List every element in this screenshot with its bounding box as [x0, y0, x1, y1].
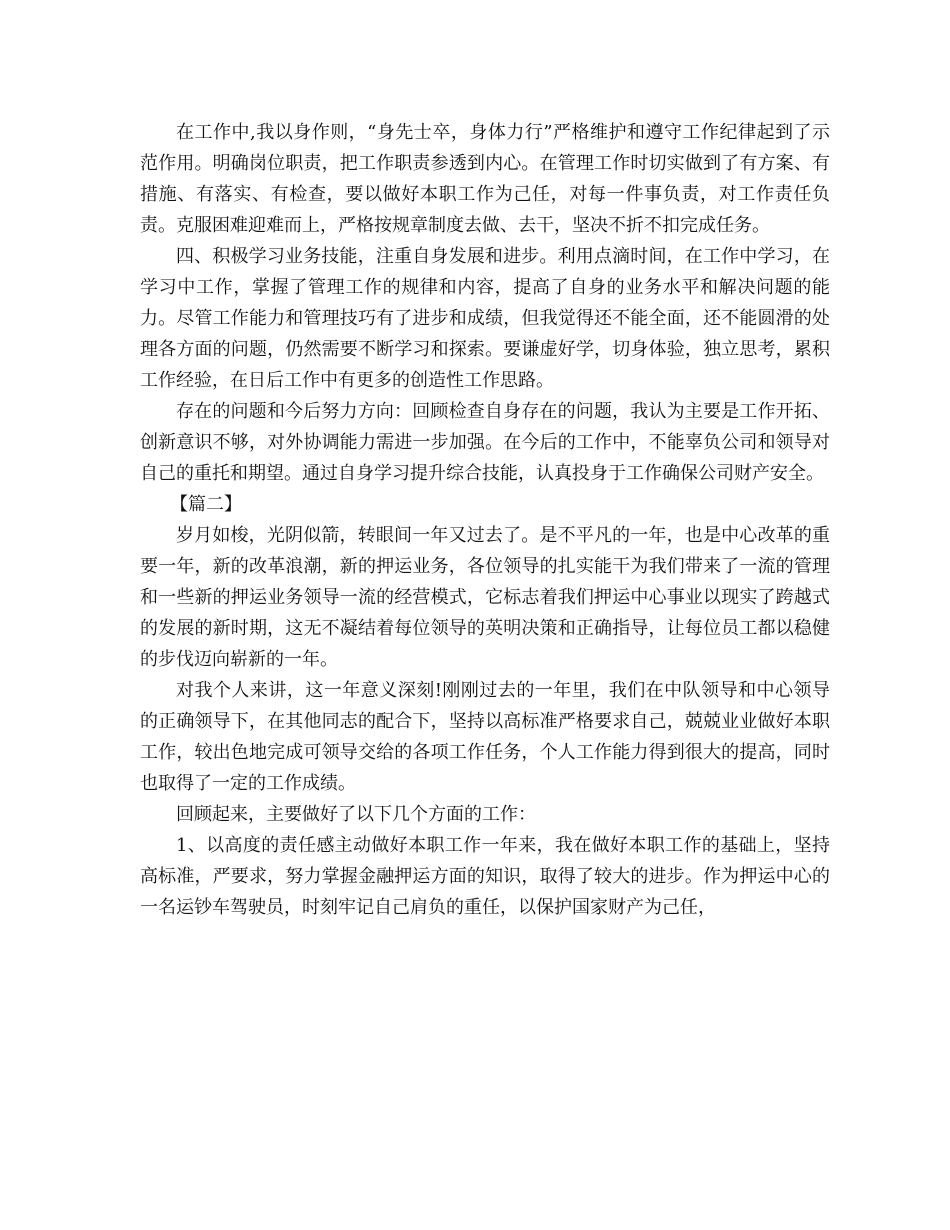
paragraph-summary-intro: 回顾起来，主要做好了以下几个方面的工作：	[176, 804, 536, 825]
paragraph-point-1: 1、以高度的责任感主动做好本职工作一年来，我在做好本职工作的基础上，坚持高标准，严要求，努力掌握金融押运方面的知识，取得了较大的进步。作为押运中心的一名运钞车驾驶员，时刻牢记自己肩负的重任，以保护国家财产为己任，	[140, 835, 830, 918]
paragraph-learning: 四、积极学习业务技能，注重自身发展和进步。利用点滴时间，在工作中学习，在学习中工作，掌握了管理工作的规律和内容，提高了自身的业务水平和解决问题的能力。尽管工作能力和管理技巧有了进步和成绩，但我觉得还不能全面，还不能圆滑的处理各方面的问题，仍然需要不断学习和探索。要谦虚好学，切身体验，独立思考，累积工作经验，在日后工作中有更多的创造性工作思路。	[140, 246, 830, 391]
section-heading: 【篇二】	[170, 494, 242, 515]
paragraph-discipline: 在工作中,我以身作则，“身先士卒，身体力行”严格维护和遵守工作纪律起到了示范作用。明确岗位职责，把工作职责参透到内心。在管理工作时切实做到了有方案、有措施、有落实、有检查，要以做好本职工作为己任，对每一件事负责，对工作责任负责。克服困难迎难而上，严格按规章制度去做、去干，坚决不折不扣完成任务。	[140, 122, 830, 236]
paragraph-personal: 对我个人来讲，这一年意义深刻!刚刚过去的一年里，我们在中队领导和中心领导的正确领导下，在其他同志的配合下，坚持以高标准严格要求自己，兢兢业业做好本职工作，较出色地完成可领导交给的各项工作任务，个人工作能力得到很大的提高，同时也取得了一定的工作成绩。	[140, 680, 830, 794]
document-body	[140, 117, 830, 923]
paragraph-problems: 存在的问题和今后努力方向：回顾检查自身存在的问题，我认为主要是工作开拓、创新意识不够，对外协调能力需进一步加强。在今后的工作中，不能辜负公司和领导对自己的重托和期望。通过自身学习提升综合技能，认真投身于工作确保公司财产安全。	[140, 401, 830, 484]
paragraph-year-review: 岁月如梭，光阴似箭，转眼间一年又过去了。是不平凡的一年，也是中心改革的重要一年，新的改革浪潮，新的押运业务，各位领导的扎实能干为我们带来了一流的管理和一些新的押运业务领导一流的经营模式，它标志着我们押运中心事业以现实了跨越式的发展的新时期，这无不凝结着每位领导的英明决策和正确指导，让每位员工都以稳健的步伐迈向崭新的一年。	[140, 525, 830, 670]
